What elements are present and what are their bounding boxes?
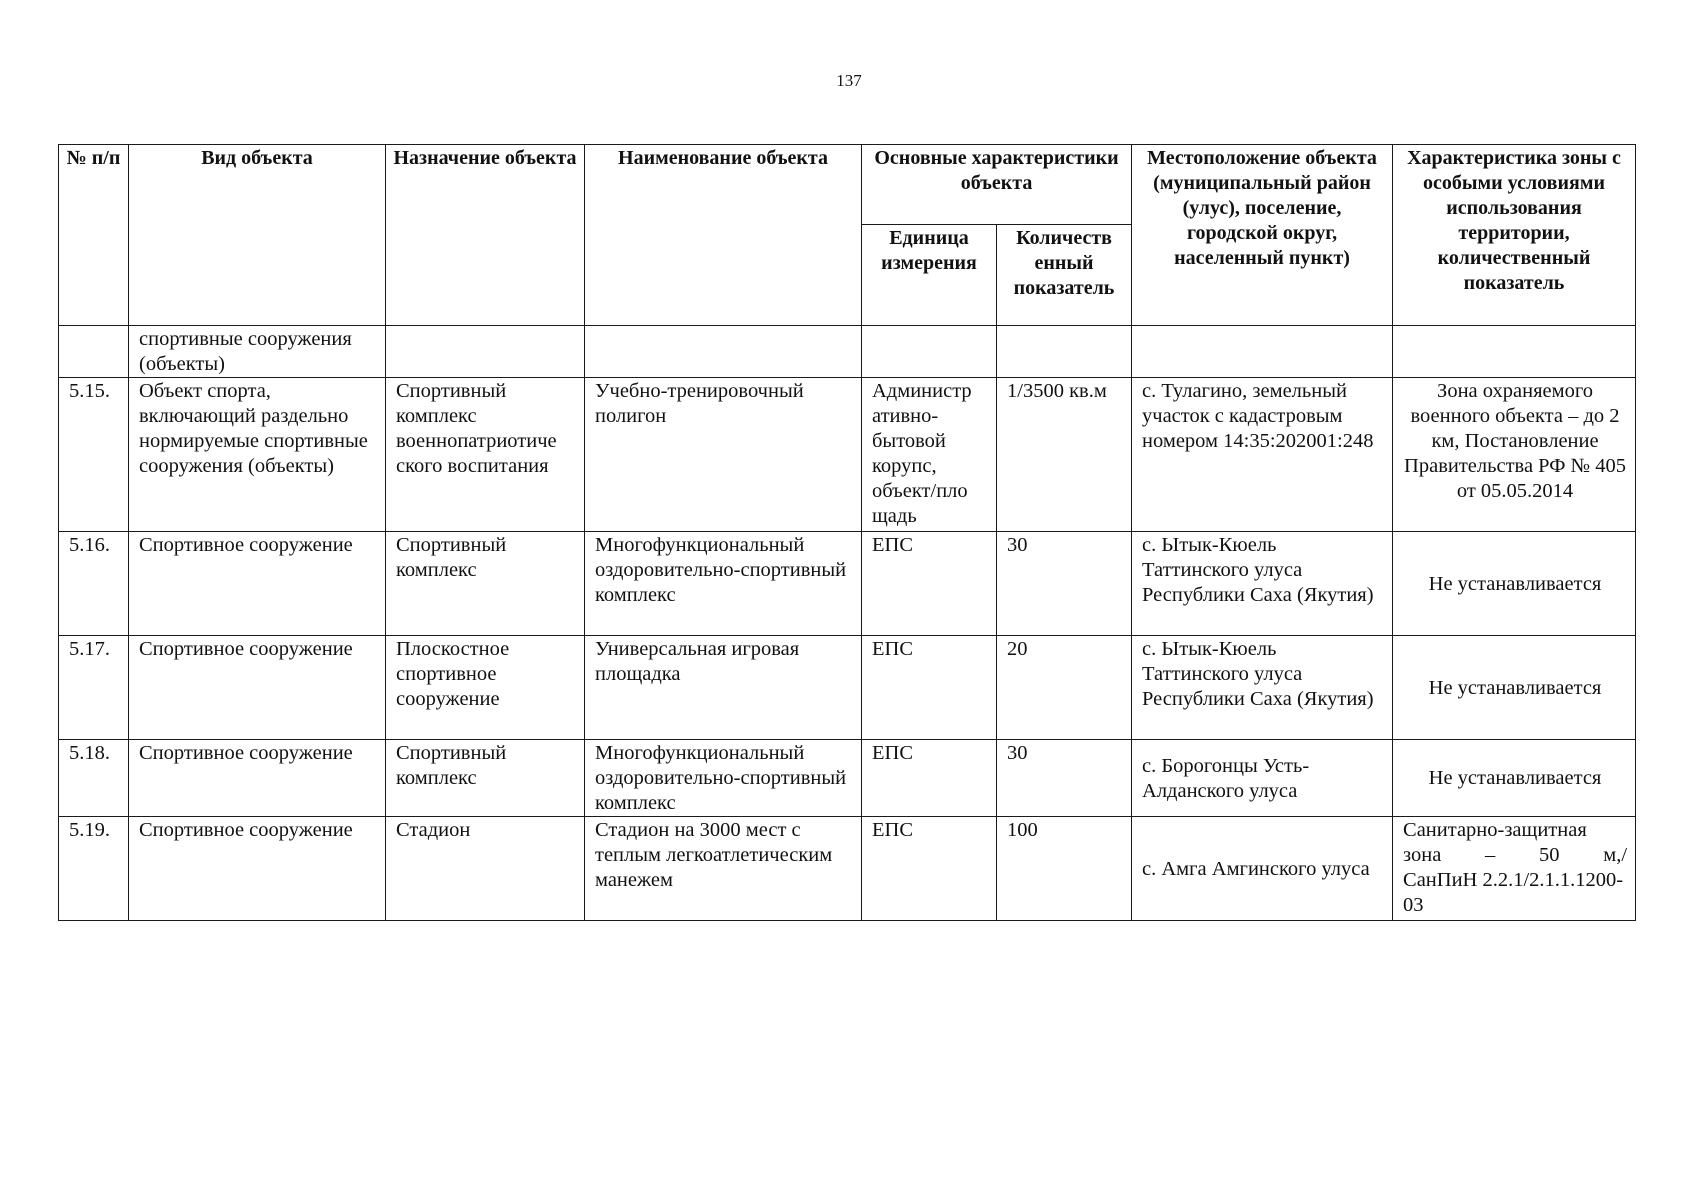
- table-row: [59, 326, 1636, 378]
- table-row: [59, 740, 1636, 817]
- cell-zone: Не устанавливается: [1393, 636, 1636, 740]
- cell-quantity: 30: [997, 532, 1132, 636]
- cell-num: 5.16.: [59, 532, 129, 636]
- cell-num: 5.17.: [59, 636, 129, 740]
- cell-zone: Не устанавливается: [1393, 532, 1636, 636]
- cell-name: Многофункциональный оздоровительно-спортивный комплекс: [585, 532, 862, 636]
- header-quantity: Количеств енный показатель: [997, 225, 1132, 326]
- cell-num: [59, 326, 129, 378]
- cell-purpose: Спортивный комплекс: [386, 740, 585, 817]
- cell-type: спортивные сооружения (объекты): [129, 326, 386, 378]
- cell-name: [585, 326, 862, 378]
- cell-quantity: 20: [997, 636, 1132, 740]
- header-main-characteristics: Основные характеристики объекта: [862, 145, 1132, 225]
- cell-location: с. Тулагино, земельный участок с кадастровым номером 14:35:202001:248: [1132, 378, 1393, 532]
- cell-quantity: 30: [997, 740, 1132, 817]
- cell-zone: [1393, 326, 1636, 378]
- cell-location: [1132, 326, 1393, 378]
- cell-quantity: 1/3500 кв.м: [997, 378, 1132, 532]
- table-header: [59, 145, 1636, 326]
- header-name: Наименование объекта: [585, 145, 862, 326]
- page-number: 137: [836, 71, 862, 90]
- cell-quantity: 100: [997, 817, 1132, 921]
- cell-location: с. Борогонцы Усть-Алданского улуса: [1132, 740, 1393, 817]
- cell-name: Стадион на 3000 мест с теплым легкоатлетическим манежем: [585, 817, 862, 921]
- cell-location: с. Амга Амгинского улуса: [1132, 817, 1393, 921]
- cell-purpose: Плоскостное спортивное сооружение: [386, 636, 585, 740]
- cell-location: с. Ытык-Кюель Таттинского улуса Республики Саха (Якутия): [1132, 532, 1393, 636]
- table-row: [59, 378, 1636, 532]
- cell-zone: Зона охраняемого военного объекта – до 2 км, Постановление Правительства РФ № 405 от 05.05.2014: [1393, 378, 1636, 532]
- cell-name: Многофункциональный оздоровительно-спортивный комплекс: [585, 740, 862, 817]
- cell-type: Спортивное сооружение: [129, 636, 386, 740]
- cell-num: 5.19.: [59, 817, 129, 921]
- header-unit: Единица измерения: [862, 225, 997, 326]
- header-type: Вид объекта: [129, 145, 386, 326]
- zone-text-last: СанПиН 2.2.1/2.1.1.1200-03: [1403, 869, 1624, 916]
- zone-text: Санитарно-защитная зона – 50 м,/: [1403, 819, 1628, 866]
- objects-table: [58, 144, 1636, 921]
- cell-zone: [1393, 817, 1636, 921]
- cell-purpose: Спортивный комплекс военнопатриотиче ского воспитания: [386, 378, 585, 532]
- cell-type: Спортивное сооружение: [129, 740, 386, 817]
- cell-unit: ЕПС: [862, 636, 997, 740]
- table-row: [59, 532, 1636, 636]
- cell-purpose: Спортивный комплекс: [386, 532, 585, 636]
- cell-unit: Администр ативно-бытовой корупс, объект/пло щадь: [862, 378, 997, 532]
- cell-zone: Не устанавливается: [1393, 740, 1636, 817]
- cell-name: Универсальная игровая площадка: [585, 636, 862, 740]
- cell-quantity: [997, 326, 1132, 378]
- cell-name: Учебно-тренировочный полигон: [585, 378, 862, 532]
- cell-num: 5.18.: [59, 740, 129, 817]
- cell-unit: ЕПС: [862, 740, 997, 817]
- header-location: Местоположение объекта (муниципальный район (улус), поселение, городской округ, населенный пункт): [1132, 145, 1393, 326]
- cell-type: Объект спорта, включающий раздельно нормируемые спортивные сооружения (объекты): [129, 378, 386, 532]
- header-zone: Характеристика зоны с особыми условиями использования территории, количественный показатель: [1393, 145, 1636, 326]
- header-num: № п/п: [59, 145, 129, 326]
- cell-purpose: Стадион: [386, 817, 585, 921]
- table-row: [59, 636, 1636, 740]
- cell-unit: ЕПС: [862, 817, 997, 921]
- cell-type: Спортивное сооружение: [129, 532, 386, 636]
- cell-purpose: [386, 326, 585, 378]
- header-purpose: Назначение объекта: [386, 145, 585, 326]
- cell-unit: ЕПС: [862, 532, 997, 636]
- cell-unit: [862, 326, 997, 378]
- cell-type: Спортивное сооружение: [129, 817, 386, 921]
- cell-location: с. Ытык-Кюель Таттинского улуса Республики Саха (Якутия): [1132, 636, 1393, 740]
- table-row: [59, 817, 1636, 921]
- cell-num: 5.15.: [59, 378, 129, 532]
